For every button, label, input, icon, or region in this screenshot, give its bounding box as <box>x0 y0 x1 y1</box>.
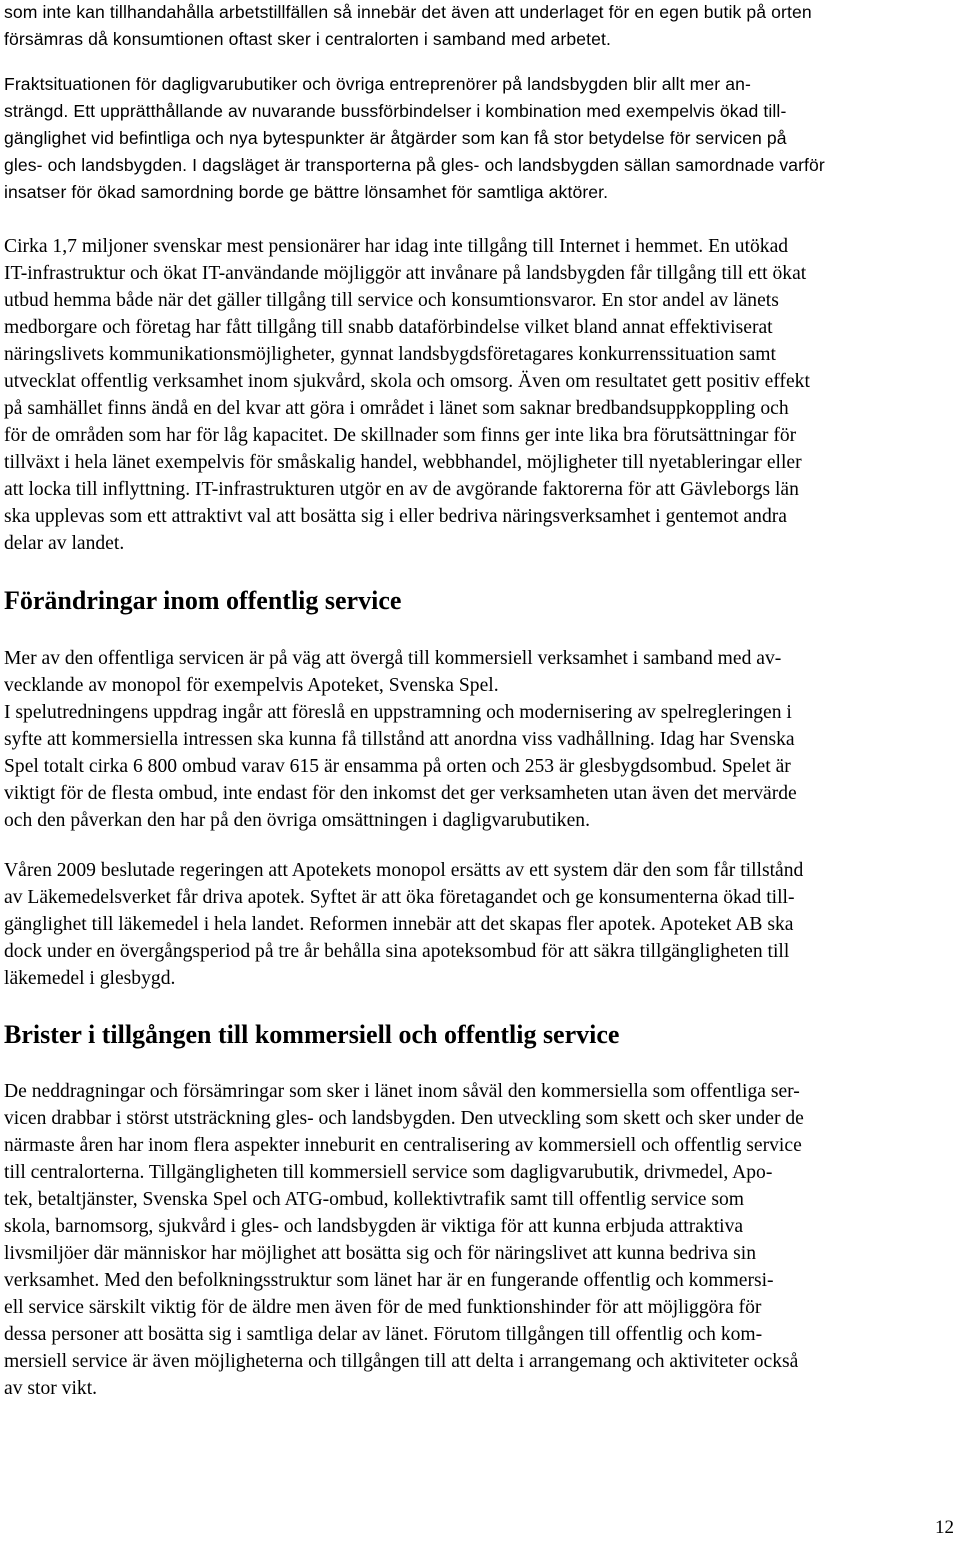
paragraph-monopoly <box>4 645 797 834</box>
text-line: för de områden som har för låg kapacitet. De skillnader som finns ger inte lika bra förutsättningar för <box>4 425 797 446</box>
text-line: Våren 2009 beslutade regeringen att Apotekets monopol ersätts av ett system där den som får tillstånd <box>4 860 804 881</box>
text-line: insatser för ökad samordning borde ge bättre lönsamhet för samtliga aktörer. <box>4 182 609 202</box>
section-heading: Förändringar inom offentlig service <box>4 586 402 615</box>
section-heading: Brister i tillgången till kommersiell och offentlig service <box>4 1020 620 1049</box>
text-line: dessa personer att bosätta sig i samtliga delar av länet. Förutom tillgången till offentlig och kom- <box>4 1324 763 1345</box>
text-line: att locka till inflyttning. IT-infrastrukturen utgör en av de avgörande faktorerna för att Gävleborgs län <box>4 479 799 500</box>
text-line: som inte kan tillhandahålla arbetstillfällen så innebär det även att underlaget för en egen butik på orten <box>4 2 812 22</box>
text-line: Spel totalt cirka 6 800 ombud varav 615 är ensamma på orten och 253 är glesbygdsombud. Spelet är <box>4 756 791 777</box>
text-line: på samhället finns ändå en del kvar att göra i området i länet som saknar bredbandsuppkoppling och <box>4 398 789 419</box>
text-line: utvecklat offentlig verksamhet inom sjukvård, skola och omsorg. Även om resultatet gett positiv effekt <box>4 371 810 392</box>
text-line: vecklande av monopol för exempelvis Apoteket, Svenska Spel. <box>4 675 499 696</box>
text-line: I spelutredningens uppdrag ingår att föreslå en uppstramning och modernisering av spelregleringen i <box>4 702 792 723</box>
text-line: till centralorterna. Tillgängligheten till kommersiell service som dagligvarubutik, drivmedel, Apo- <box>4 1162 773 1183</box>
text-line: vicen drabbar i störst utsträckning gles- och landsbygden. Den utveckling som skett och sker under de <box>4 1108 804 1129</box>
text-line: medborgare och företag har fått tillgång till snabb dataförbindelse vilket bland annat effektiviserat <box>4 317 773 338</box>
text-line: De neddragningar och försämringar som sker i länet inom såväl den kommersiella som offentliga ser- <box>4 1081 800 1102</box>
text-line: mersiell service är även möjligheterna och tillgången till att delta i arrangemang och aktiviteter också <box>4 1351 799 1372</box>
text-line: av Läkemedelsverket får driva apotek. Syftet är att öka företagandet och ge konsumenterna ökad till- <box>4 887 795 908</box>
text-line: ell service särskilt viktig för de äldre men även för de med funktionshinder för att möjliggöra för <box>4 1297 762 1318</box>
text-line: och den påverkan den har på den övriga omsättningen i dagligvarubutiken. <box>4 810 590 831</box>
text-line: ska upplevas som ett attraktivt val att bosätta sig i eller bedriva näringsverksamhet i gentemot andra <box>4 506 787 527</box>
text-line: närmaste åren har inom flera aspekter inneburit en centralisering av kommersiell och offentlig service <box>4 1135 802 1156</box>
paragraph-service-shortage <box>4 1078 804 1402</box>
text-line: av stor vikt. <box>4 1378 98 1399</box>
paragraph-freight <box>4 71 825 206</box>
text-line: Fraktsituationen för dagligvarubutiker och övriga entreprenörer på landsbygden blir allt mer an- <box>4 74 751 94</box>
text-line: strängd. Ett upprätthållande av nuvarande bussförbindelser i kombination med exempelvis ökad till- <box>4 101 787 121</box>
text-line: livsmiljöer där människor har möjlighet att bosätta sig och för näringslivet att kunna bedriva sin <box>4 1243 757 1264</box>
text-line: tek, betaltjänster, Svenska Spel och ATG-ombud, kollektivtrafik samt till offentlig service som <box>4 1189 745 1210</box>
text-line: läkemedel i glesbygd. <box>4 968 176 989</box>
text-line: försämras då konsumtionen oftast sker i centralorten i samband med arbetet. <box>4 29 611 49</box>
text-line: skola, barnomsorg, sjukvård i gles- och landsbygden är viktiga för att kunna erbjuda attraktiva <box>4 1216 744 1237</box>
text-line: Mer av den offentliga servicen är på väg att övergå till kommersiell verksamhet i samband med av- <box>4 648 782 669</box>
paragraph-it-infrastructure <box>4 233 810 557</box>
paragraph-intro <box>4 0 812 53</box>
text-line: IT-infrastruktur och ökat IT-användande möjliggör att invånare på landsbygden får tillgång till ett ökat <box>4 263 807 284</box>
text-line: syfte att kommersiella intressen ska kunna få tillstånd att anordna viss vadhållning. Idag har Svenska <box>4 729 795 750</box>
text-line: tillväxt i hela länet exempelvis för småskalig handel, webbhandel, möjligheter till nyetableringar eller <box>4 452 802 473</box>
text-line: gänglighet vid befintliga och nya bytespunkter är åtgärder som kan få stor betydelse för servicen på <box>4 128 787 148</box>
text-line: viktigt för de flesta ombud, inte endast för den inkomst det ger verksamheten utan även det mervärde <box>4 783 797 804</box>
text-line: gles- och landsbygden. I dagsläget är transporterna på gles- och landsbygden sällan samordnade varför <box>4 155 825 175</box>
text-line: Cirka 1,7 miljoner svenskar mest pensionärer har idag inte tillgång till Internet i hemmet. En utökad <box>4 236 789 257</box>
text-line: näringslivets kommunikationsmöjligheter, gynnat landsbygdsföretagares konkurrenssituation samt <box>4 344 776 365</box>
page-number: 12 <box>935 1517 954 1538</box>
paragraph-pharmacy <box>4 857 803 992</box>
text-line: gänglighet till läkemedel i hela landet. Reformen innebär att det skapas fler apotek. Apoteket AB ska <box>4 914 794 935</box>
text-line: dock under en övergångsperiod på tre år behålla sina apoteksombud för att säkra tillgängligheten till <box>4 941 790 962</box>
text-line: verksamhet. Med den befolkningsstruktur som länet har är en fungerande offentlig och kommersi- <box>4 1270 774 1291</box>
text-line: utbud hemma både när det gäller tillgång till service och konsumtionsvaror. En stor andel av länets <box>4 290 779 311</box>
text-line: delar av landet. <box>4 533 125 554</box>
